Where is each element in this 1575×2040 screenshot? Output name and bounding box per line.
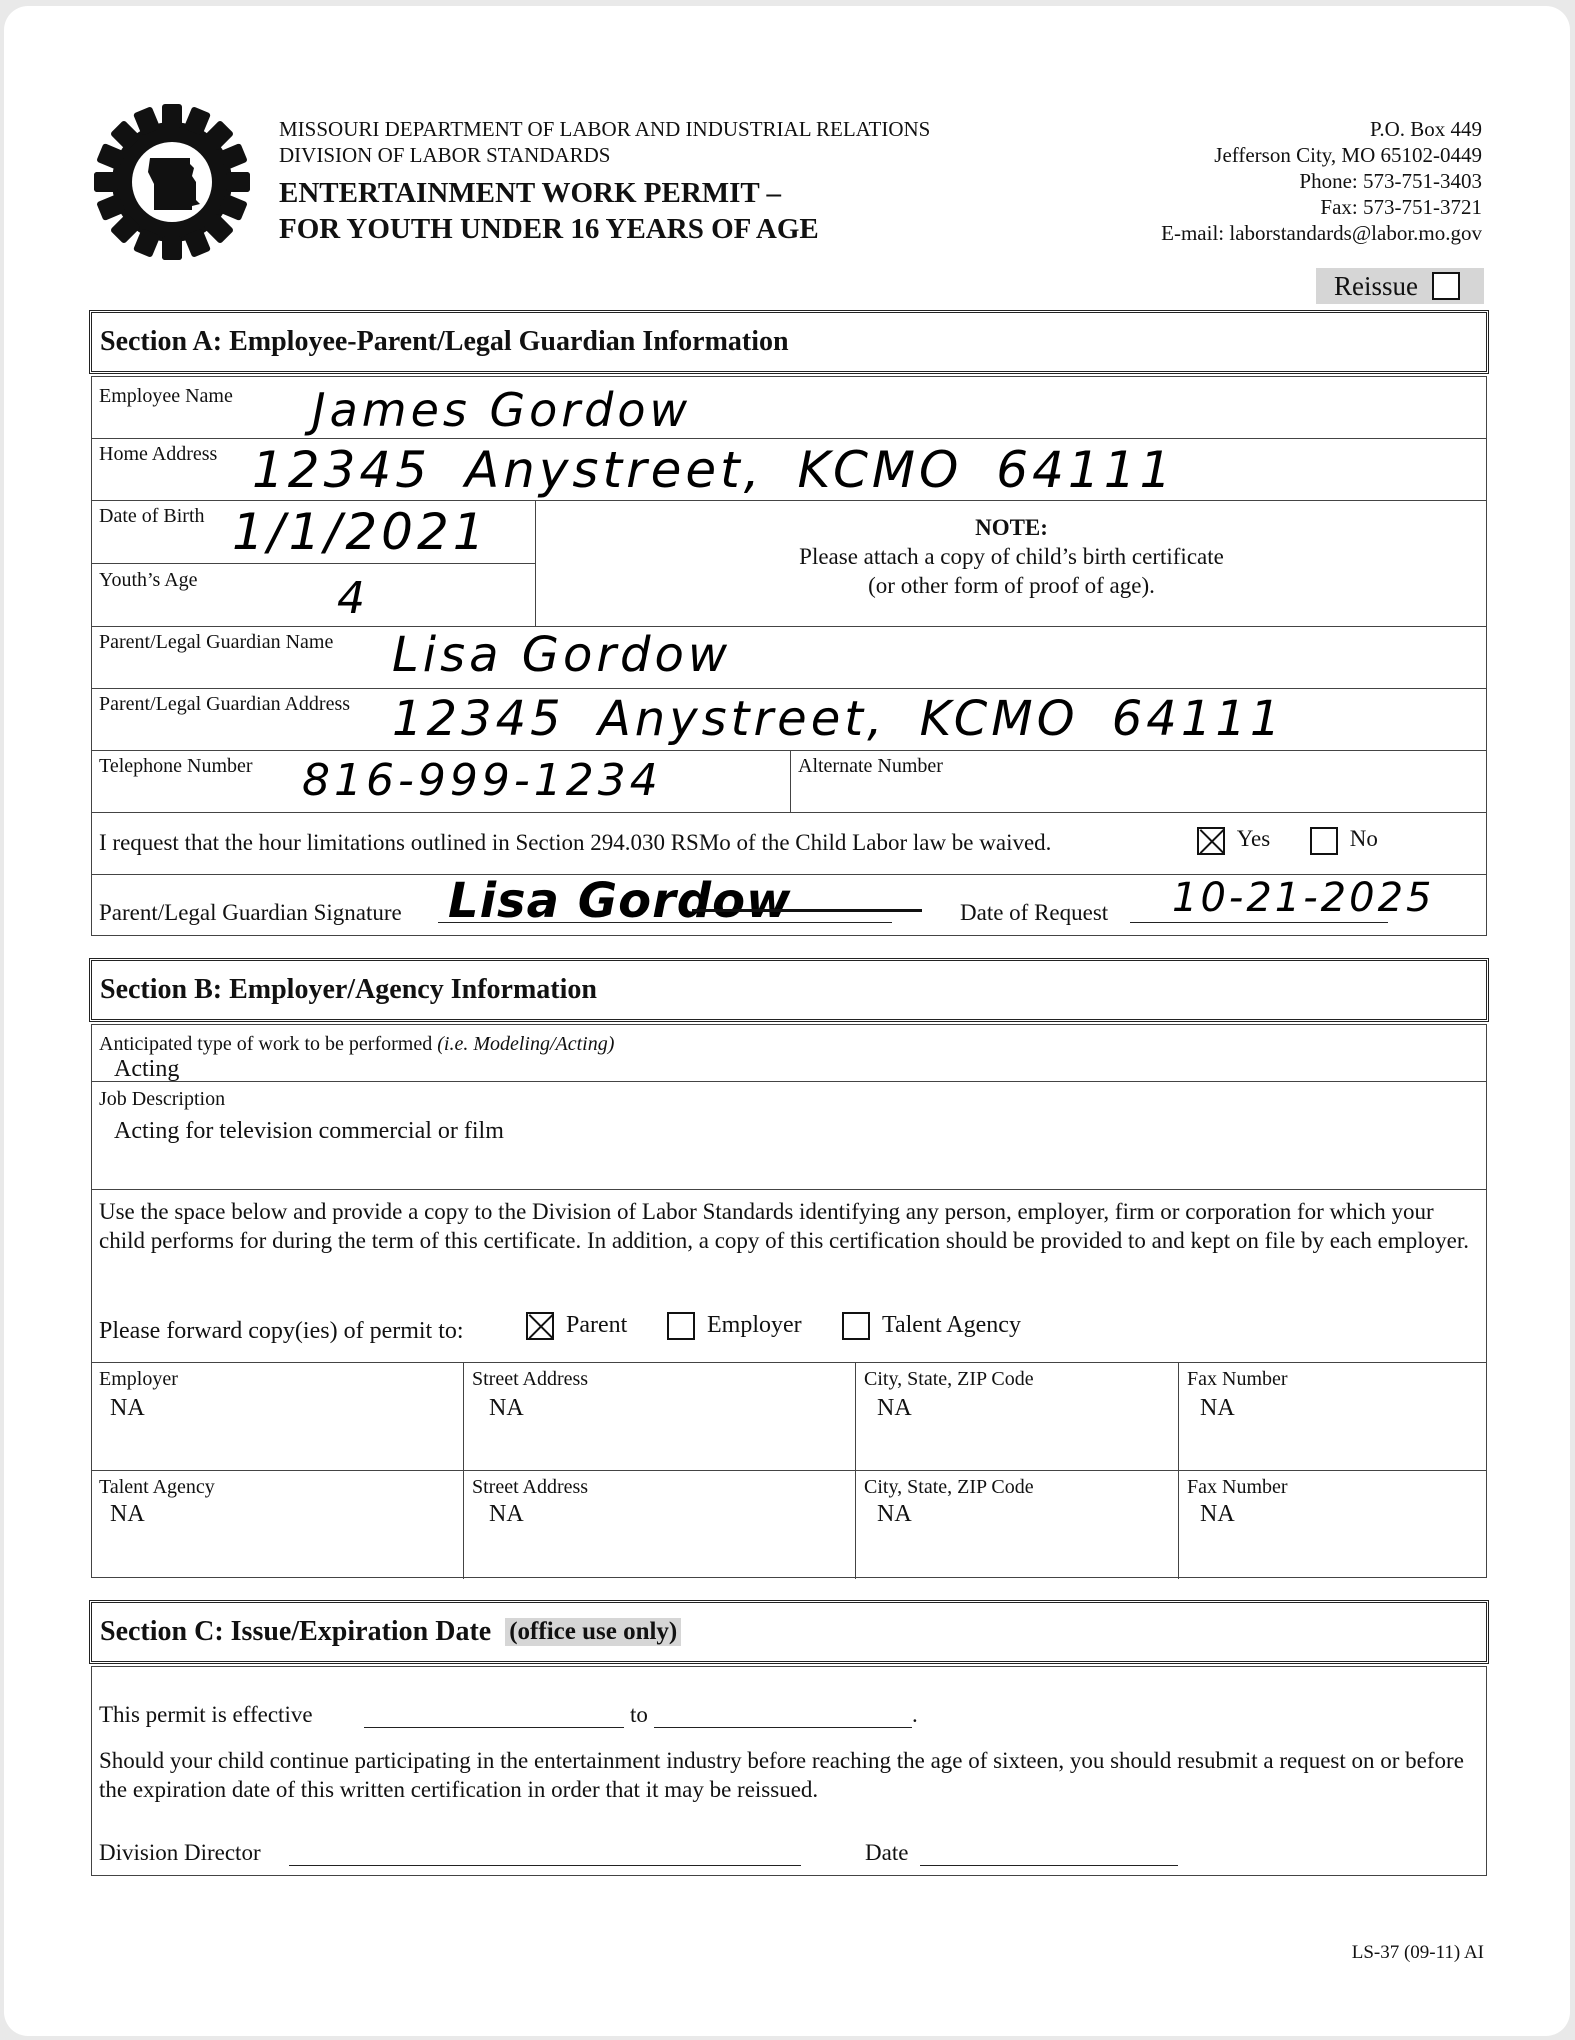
work-type-label [99,1033,614,1055]
signature-label: Parent/Legal Guardian Signature [99,900,402,925]
employer-city-value[interactable]: NA [877,1395,912,1421]
work-type-value[interactable]: Acting [114,1056,180,1082]
agency-city-label: City, State, ZIP Code [864,1476,1034,1498]
employer-fax-value[interactable]: NA [1200,1395,1235,1421]
employer-label: Employer [99,1368,178,1390]
po-box: P.O. Box 449 [1369,117,1482,141]
waiver-statement: I request that the hour limitations outlined in Section 294.030 RSMo of the Child Labor law be waived. [99,830,1052,855]
effective-label: This permit is effective [99,1702,313,1727]
waiver-yes-label: Yes [1236,826,1271,851]
section-a-body [91,376,1487,936]
agency-street-value[interactable]: NA [489,1501,524,1527]
employer-value[interactable]: NA [110,1395,145,1421]
effective-start-line[interactable] [364,1727,624,1728]
permit-page [4,6,1570,2036]
signature-stroke [692,909,922,912]
forward-agency-label: Talent Agency [882,1312,1021,1338]
resubmit-notice: Should your child continue participating in the entertainment industry before reaching the age of sixteen, you should resubmit a request on or before the expiration date of this written certification in order that it may be reissued. [99,1748,1464,1802]
job-description-value[interactable]: Acting for television commercial or film [114,1118,504,1144]
effective-to-label: to [630,1702,648,1727]
director-date-line[interactable] [920,1865,1178,1866]
dob-label: Date of Birth [99,505,205,527]
reissue-label: Reissue [1334,270,1418,301]
effective-end-line[interactable] [654,1727,912,1728]
director-date-label: Date [865,1840,909,1865]
guardian-address-value[interactable]: 12345 Anystreet, KCMO 64111 [392,691,1285,747]
forward-parent-label: Parent [566,1312,628,1338]
fax-line: Fax: 573-751-3721 [1320,195,1482,219]
email-line: E-mail: laborstandards@labor.mo.gov [1161,221,1482,245]
forward-employer-label: Employer [707,1312,802,1338]
guardian-name-value[interactable]: Lisa Gordow [392,627,732,683]
alternate-number-label: Alternate Number [798,755,943,777]
forwarding-instructions: Use the space below and provide a copy to the Division of Labor Standards identifying any person, employer, firm or corporation for which your child performs for during the term of this certificate. In addition, a copy of this certification should be provided to and kept on file by each employer. [99,1199,1470,1253]
age-label: Youth’s Age [99,569,198,591]
talent-agency-label: Talent Agency [99,1476,215,1498]
agency-address [1062,116,1482,246]
note-title: NOTE: [975,515,1048,540]
agency-city-value[interactable]: NA [877,1501,912,1527]
reissue-field [1316,268,1484,304]
note-line1: Please attach a copy of child’s birth certificate [799,544,1224,569]
agency-fax-value[interactable]: NA [1200,1501,1235,1527]
talent-agency-value[interactable]: NA [110,1501,145,1527]
work-type-label-text: Anticipated type of work to be performed [99,1033,433,1055]
form-title-line1: ENTERTAINMENT WORK PERMIT – [279,177,781,209]
birth-certificate-note [535,513,1488,600]
date-of-request-label: Date of Request [960,900,1109,925]
division-director-line[interactable] [289,1865,801,1866]
work-type-hint: (i.e. Modeling/Acting) [437,1033,615,1055]
date-of-request-value[interactable]: 10-21-2025 [1172,875,1435,921]
waiver-yes-checkbox[interactable] [1197,827,1225,855]
section-b-body [91,1024,1487,1578]
waiver-no-checkbox[interactable] [1310,827,1338,855]
dob-value[interactable]: 1/1/2021 [232,503,489,561]
section-c-title: Section C: Issue/Expiration Date [100,1616,492,1647]
job-description-label: Job Description [99,1088,226,1110]
forward-agency-option[interactable] [842,1311,1021,1340]
signature-value[interactable]: Lisa Gordow [448,873,792,929]
forward-employer-option[interactable] [667,1311,802,1340]
section-c-heading [89,1600,1489,1664]
section-b-heading: Section B: Employer/Agency Information [89,958,1489,1022]
forward-label: Please forward copy(ies) of permit to: [99,1318,464,1344]
reissue-checkbox[interactable] [1432,272,1460,300]
division-name: DIVISION OF LABOR STANDARDS [279,143,611,167]
date-of-request-line [1130,922,1388,923]
telephone-value[interactable]: 816-999-1234 [302,755,662,806]
section-c-body [91,1666,1487,1876]
telephone-label: Telephone Number [99,755,253,777]
agency-fax-label: Fax Number [1187,1476,1288,1498]
city-line: Jefferson City, MO 65102-0449 [1214,143,1482,167]
home-address-label: Home Address [99,443,218,465]
employee-name-label: Employee Name [99,385,233,407]
employer-fax-label: Fax Number [1187,1368,1288,1390]
dept-name: MISSOURI DEPARTMENT OF LABOR AND INDUSTRIAL RELATIONS [279,117,931,141]
employee-name-value[interactable]: James Gordow [312,383,692,437]
forward-employer-checkbox[interactable] [667,1312,695,1340]
guardian-name-label: Parent/Legal Guardian Name [99,631,334,653]
waiver-no-option[interactable] [1310,825,1378,855]
office-use-tag: (office use only) [505,1618,681,1646]
phone-line: Phone: 573-751-3403 [1299,169,1482,193]
division-director-label: Division Director [99,1840,261,1865]
home-address-value[interactable]: 12345 Anystreet, KCMO 64111 [252,441,1176,499]
forward-parent-checkbox[interactable] [526,1312,554,1340]
guardian-address-label: Parent/Legal Guardian Address [99,693,351,715]
waiver-no-label: No [1349,826,1378,851]
effective-period: . [912,1702,918,1727]
form-title-line2: FOR YOUTH UNDER 16 YEARS OF AGE [279,213,819,245]
waiver-yes-option[interactable] [1197,825,1270,855]
employer-city-label: City, State, ZIP Code [864,1368,1034,1390]
agency-street-label: Street Address [472,1476,589,1498]
missouri-gear-logo-icon [92,102,252,262]
forward-agency-checkbox[interactable] [842,1312,870,1340]
employer-street-label: Street Address [472,1368,589,1390]
section-a-heading: Section A: Employee-Parent/Legal Guardian Information [89,310,1489,374]
forward-parent-option[interactable] [526,1311,627,1340]
age-value[interactable]: 4 [337,573,369,624]
note-line2: (or other form of proof of age). [868,573,1155,598]
employer-street-value[interactable]: NA [489,1395,524,1421]
form-code: LS-37 (09-11) AI [1351,1942,1484,1963]
